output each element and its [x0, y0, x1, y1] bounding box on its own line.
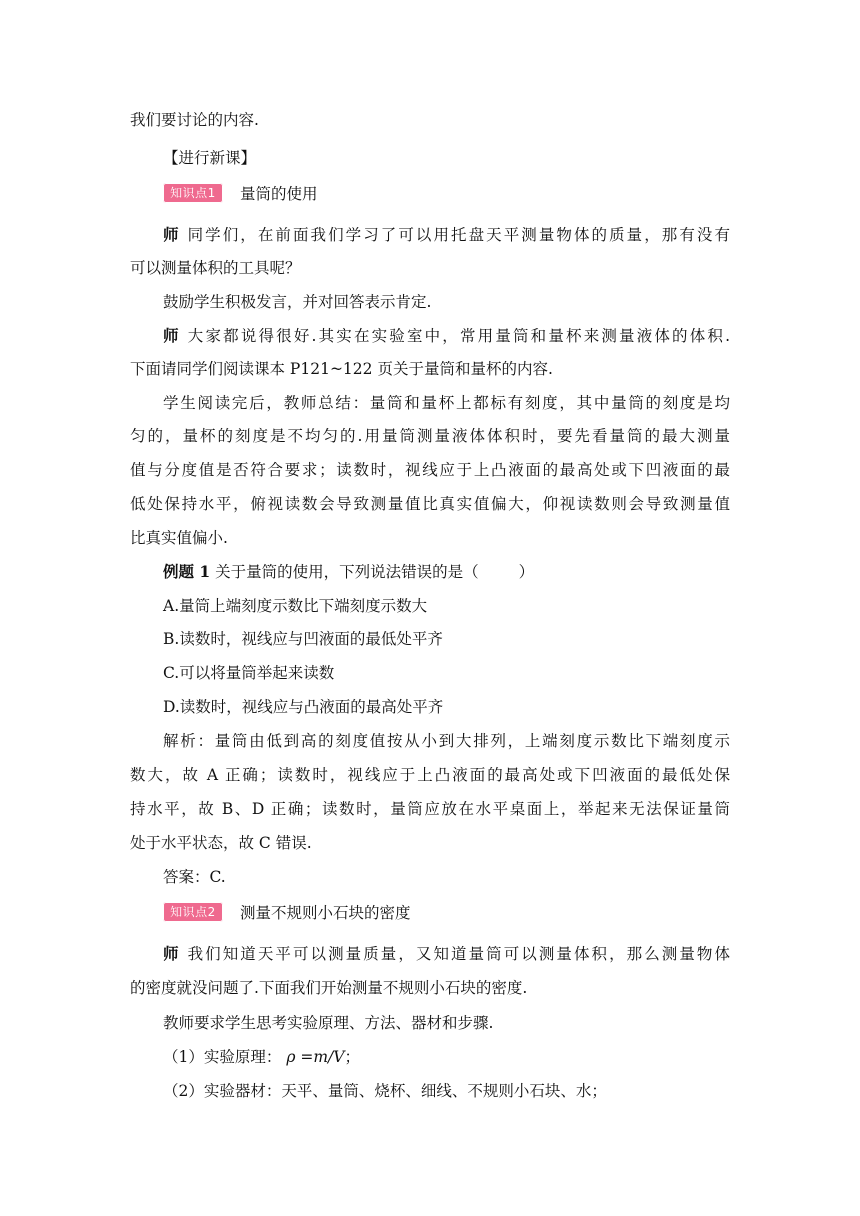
paragraph-3-line-1: [163, 326, 730, 346]
intro-tail-text: 我们要讨论的内容.: [130, 111, 259, 129]
density-formula: ρ =m/V: [286, 1048, 345, 1066]
new-lesson-heading: 【进行新课】: [163, 149, 257, 167]
example-question-close: ）: [518, 563, 535, 581]
paragraph-1-line-1: [163, 225, 730, 245]
analysis-line-3: 持水平，故 B、D 正确；读数时，量筒应放在水平桌面上，举起来无法保证量筒: [130, 800, 730, 818]
speaker-label: 师: [163, 326, 181, 345]
example-question-text: 关于量筒的使用，下列说法错误的是（: [215, 563, 479, 581]
analysis-line-4: 处于水平状态，故 C 错误.: [130, 834, 312, 852]
analysis-line-1: 解析：量筒由低到高的刻度值按从小到大排列，上端刻度示数比下端刻度示: [163, 732, 730, 750]
experiment-principle: [163, 1047, 360, 1067]
paragraph-5-text: 我们知道天平可以测量质量，又知道量筒可以测量体积，那么测量物体: [187, 945, 730, 963]
option-b: B.读数时，视线应与凹液面的最低处平齐: [163, 630, 443, 648]
option-a: A.量筒上端刻度示数比下端刻度示数大: [163, 597, 428, 615]
experiment-equipment: （2）实验器材：天平、量筒、烧杯、细线、不规则小石块、水；: [163, 1082, 607, 1100]
speaker-label: 师: [163, 944, 181, 963]
paragraph-3-text: 大家都说得很好.其实在实验室中，常用量筒和量杯来测量液体的体积.: [187, 327, 730, 345]
paragraph-4-line-1: 学生阅读完后，教师总结：量筒和量杯上都标有刻度，其中量筒的刻度是均: [163, 394, 730, 412]
knowledge-point-2-tag: 知识点2: [163, 902, 223, 922]
knowledge-point-1-tag: 知识点1: [163, 183, 223, 203]
speaker-label: 师: [163, 225, 181, 244]
paragraph-4-line-3: 值与分度值是否符合要求；读数时，视线应于上凸液面的最高处或下凹液面的最: [130, 461, 730, 479]
paragraph-6: 教师要求学生思考实验原理、方法、器材和步骤.: [163, 1014, 494, 1032]
option-d: D.读数时，视线应与凸液面的最高处平齐: [163, 698, 444, 716]
option-c: C.可以将量筒举起来读数: [163, 664, 335, 682]
paragraph-1-line-2: 可以测量体积的工具呢？: [130, 259, 301, 277]
example-label: 例题 1: [163, 562, 211, 581]
paragraph-4-line-4: 低处保持水平，俯视读数会导致测量值比真实值偏大，仰视读数则会导致测量值: [130, 495, 730, 513]
paragraph-5-line-1: [163, 944, 730, 964]
paragraph-4-line-5: 比真实值偏小.: [130, 529, 228, 547]
paragraph-1-text: 同学们，在前面我们学习了可以用托盘天平测量物体的质量，那有没有: [187, 226, 730, 244]
knowledge-point-2-title: 测量不规则小石块的密度: [240, 904, 411, 922]
paragraph-2: 鼓励学生积极发言，并对回答表示肯定.: [163, 293, 432, 311]
answer-text: 答案：C.: [163, 868, 226, 886]
paragraph-3-line-2: 下面请同学们阅读课本 P121~122 页关于量筒和量杯的内容.: [130, 360, 553, 378]
example-question: [163, 562, 534, 582]
paragraph-5-line-2: 的密度就没问题了.下面我们开始测量不规则小石块的密度.: [130, 979, 528, 997]
knowledge-point-1-title: 量筒的使用: [240, 185, 318, 203]
paragraph-4-line-2: 匀的，量杯的刻度是不均匀的.用量筒测量液体体积时，要先看量筒的最大测量: [130, 427, 730, 445]
principle-prefix: （1）实验原理：: [163, 1048, 282, 1066]
analysis-line-2: 数大，故 A 正确；读数时，视线应于上凸液面的最高处或下凹液面的最低处保: [130, 766, 730, 784]
principle-suffix: ；: [344, 1048, 360, 1066]
